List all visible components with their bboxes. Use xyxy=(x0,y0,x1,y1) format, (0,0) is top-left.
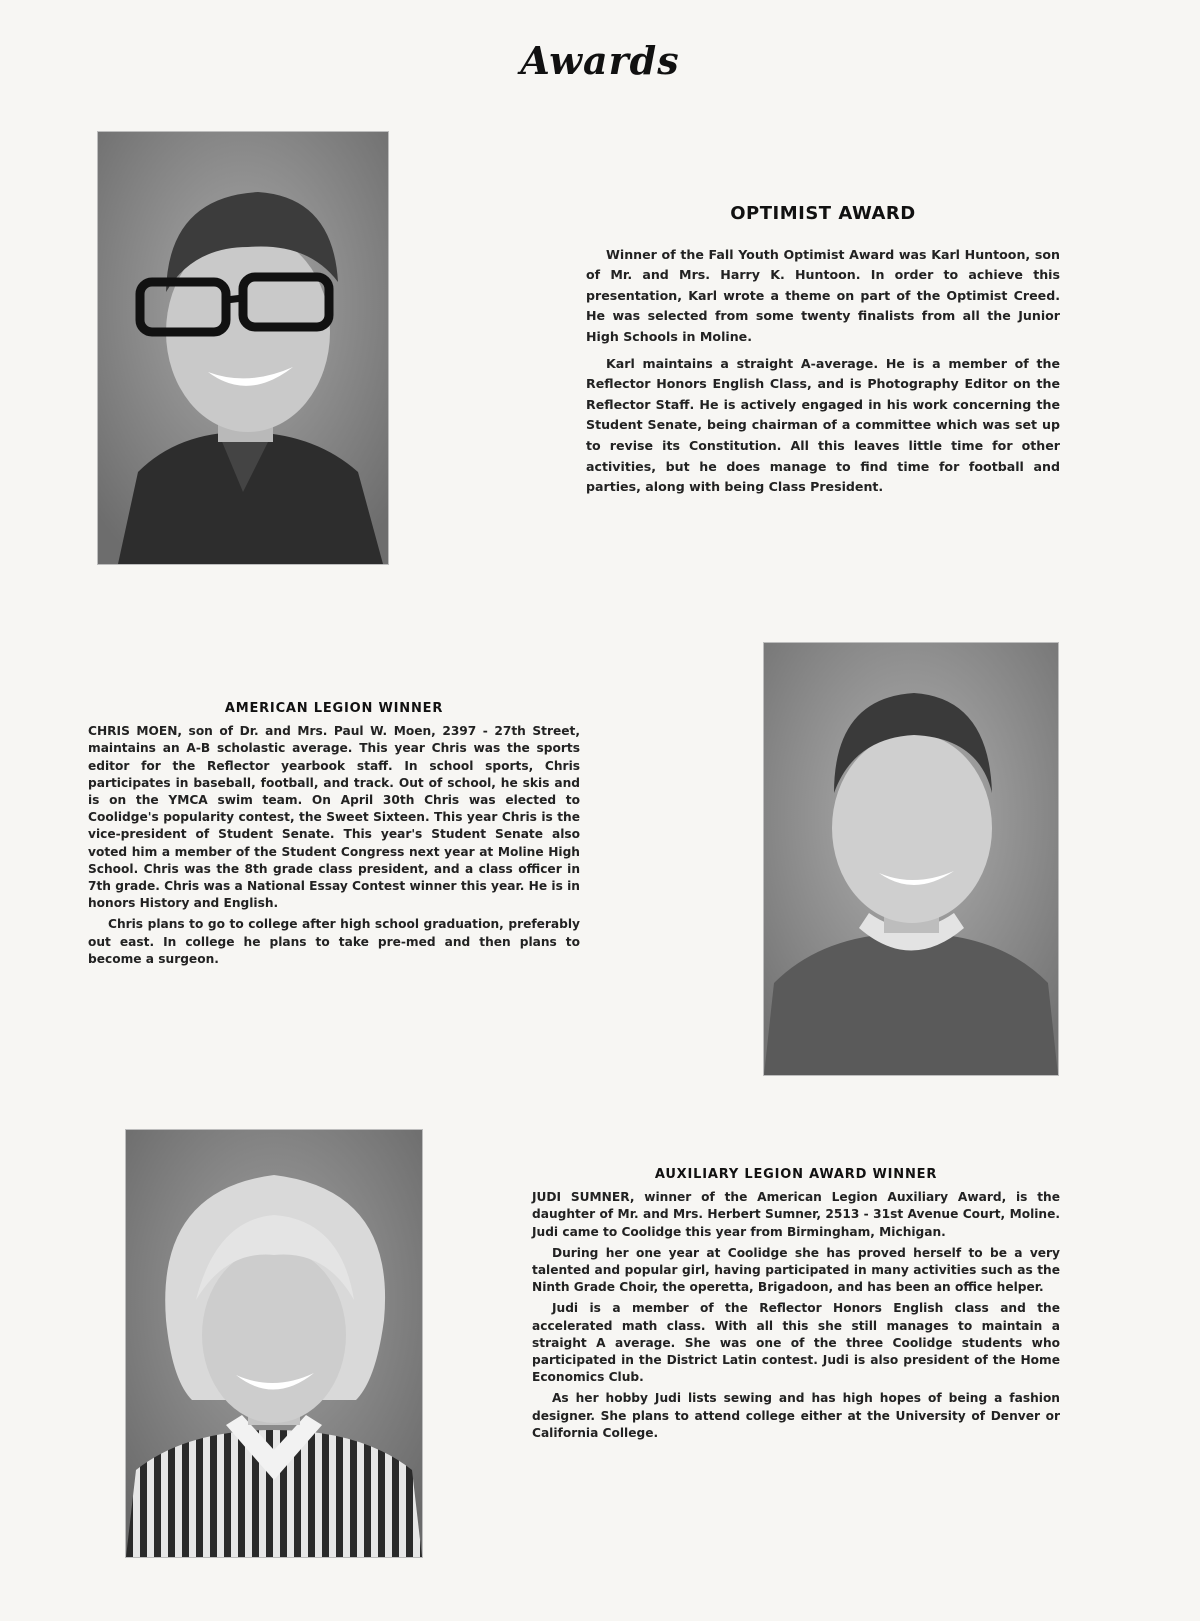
portrait-photo-karl xyxy=(98,132,388,564)
page-title: Awards xyxy=(520,38,680,83)
optimist-award-article xyxy=(586,204,1060,504)
american-legion-paragraph-1: CHRIS MOEN, son of Dr. and Mrs. Paul W. Moen, 2397 - 27th Street, maintains an A-B scholastic average. This year Chris was the sports editor for the Reflector yearbook staff. In school sports, Chris participates in baseball, football, and track. Out of school, he skis and is on the YMCA swim team. On April 30th Chris was elected to Coolidge's popularity contest, the Sweet Sixteen. This year Chris is the vice-president of Student Senate. This year's Student Senate also voted him a member of the Student Congress next year at Moline High School. Chris was the 8th grade class president, and a class officer in 7th grade. Chris was a National Essay Contest winner this year. He is in honors History and English. xyxy=(88,724,580,911)
auxiliary-legion-article xyxy=(532,1166,1060,1446)
optimist-award-heading: OPTIMIST AWARD xyxy=(730,203,916,224)
auxiliary-paragraph-4: As her hobby Judi lists sewing and has high hopes of being a fashion designer. She plans to attend college either at the University of Denver or California College. xyxy=(532,1391,1060,1440)
auxiliary-paragraph-2: During her one year at Coolidge she has proved herself to be a very talented and popular girl, having participated in many activities such as the Ninth Grade Choir, the operetta, Brigadoon, and has been an office helper. xyxy=(532,1245,1060,1295)
american-legion-heading: AMERICAN LEGION WINNER xyxy=(224,701,444,716)
auxiliary-legion-heading: AUXILIARY LEGION AWARD WINNER xyxy=(654,1167,938,1182)
portrait-photo-chris xyxy=(764,643,1058,1075)
optimist-paragraph-2: Karl maintains a straight A-average. He is a member of the Reflector Honors English Class, and is Photography Editor on the Reflector Staff. He is actively engaged in his work concerning the Student Senate, being chairman of a committee which was set up to revise its Constitution. All this leaves little time for other activities, but he does manage to find time for football and parties, along with being Class President. xyxy=(586,355,1060,495)
auxiliary-paragraph-3: Judi is a member of the Reflector Honors English class and the accelerated math class. With all this she still manages to maintain a straight A average. She was one of the three Coolidge students who participated in the District Latin contest. Judi is also president of the Home Economics Club. xyxy=(532,1301,1060,1385)
auxiliary-paragraph-1: JUDI SUMNER, winner of the American Legion Auxiliary Award, is the daughter of Mr. and Mrs. Herbert Sumner, 2513 - 31st Avenue Court, Moline. Judi came to Coolidge this year from Birmingham, Michigan. xyxy=(532,1190,1060,1239)
portrait-photo-judi xyxy=(126,1130,422,1557)
american-legion-paragraph-2: Chris plans to go to college after high school graduation, preferably out east. In college he plans to take pre-med and then plans to become a surgeon. xyxy=(88,917,580,966)
optimist-paragraph-1: Winner of the Fall Youth Optimist Award was Karl Huntoon, son of Mr. and Mrs. Harry K. Huntoon. In order to achieve this presentation, Karl wrote a theme on part of the Optimist Creed. He was selected from some twenty finalists from all the Junior High Schools in Moline. xyxy=(586,246,1060,344)
american-legion-article xyxy=(88,700,580,972)
